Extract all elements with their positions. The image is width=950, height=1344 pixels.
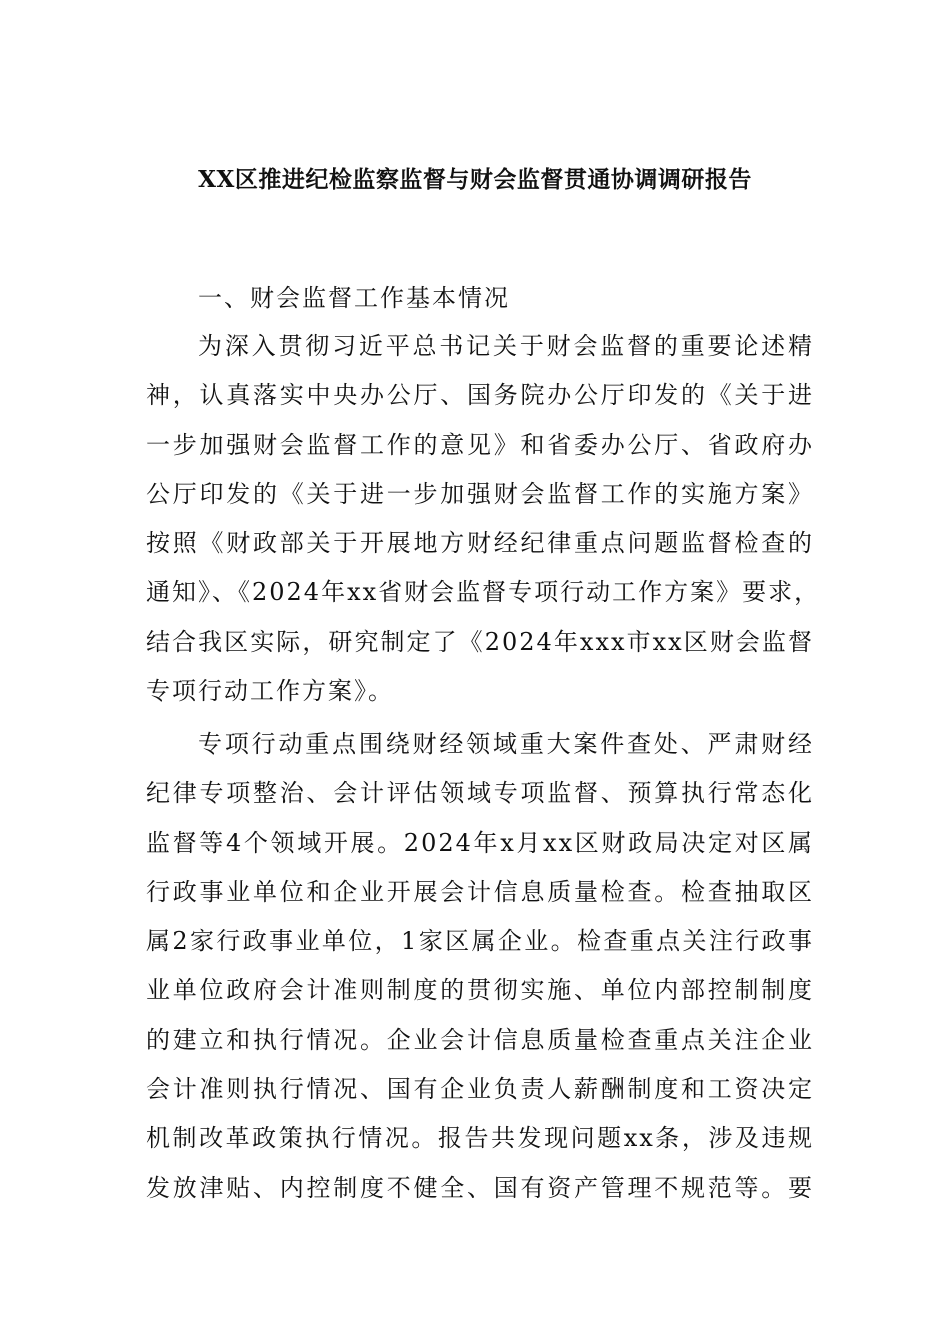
paragraph-line: 专项行动重点围绕财经领域重大案件查处、严肃财经: [198, 730, 814, 758]
paragraph-line: 神，认真落实中央办公厅、国务院办公厅印发的《关于进: [146, 381, 814, 410]
paragraph-line: 监督等4个领域开展。2024年x月xx区财政局决定对区属: [146, 828, 814, 857]
paragraph-line: 的建立和执行情况。企业会计信息质量检查重点关注企业: [146, 1025, 814, 1054]
paragraph-line: 会计准则执行情况、国有企业负责人薪酬制度和工资决定: [146, 1075, 814, 1104]
paragraph-2: [146, 720, 814, 1213]
paragraph-line: 纪律专项整治、会计评估领域专项监督、预算执行常态化: [146, 779, 814, 808]
paragraph-line: 专项行动工作方案》。: [146, 677, 394, 706]
paragraph-line: 公厅印发的《关于进一步加强财会监督工作的实施方案》: [146, 479, 814, 508]
paragraph-line: 行政事业单位和企业开展会计信息质量检查。检查抽取区: [146, 877, 814, 906]
paragraph-line: 一步加强财会监督工作的意见》和省委办公厅、省政府办: [146, 430, 814, 459]
paragraph-line: 机制改革政策执行情况。报告共发现问题xx条，涉及违规: [146, 1124, 814, 1153]
paragraph-1: [146, 322, 821, 716]
paragraph-line: 通知》、《2024年xx省财会监督专项行动工作方案》要求，: [146, 578, 821, 607]
paragraph-line: 结合我区实际，研究制定了《2024年xxx市xx区财会监督: [146, 627, 814, 656]
paragraph-line: 属2家行政事业单位，1家区属企业。检查重点关注行政事: [146, 927, 814, 956]
paragraph-line: 为深入贯彻习近平总书记关于财会监督的重要论述精: [198, 332, 814, 360]
paragraph-line: 业单位政府会计准则制度的贯彻实施、单位内部控制制度: [146, 976, 814, 1005]
paragraph-line: 按照《财政部关于开展地方财经纪律重点问题监督检查的: [146, 529, 814, 558]
document-title: XX区推进纪检监察监督与财会监督贯通协调调研报告: [198, 166, 752, 193]
section-heading: 一、财会监督工作基本情况: [198, 284, 510, 312]
paragraph-line: 发放津贴、内控制度不健全、国有资产管理不规范等。要: [146, 1173, 814, 1202]
